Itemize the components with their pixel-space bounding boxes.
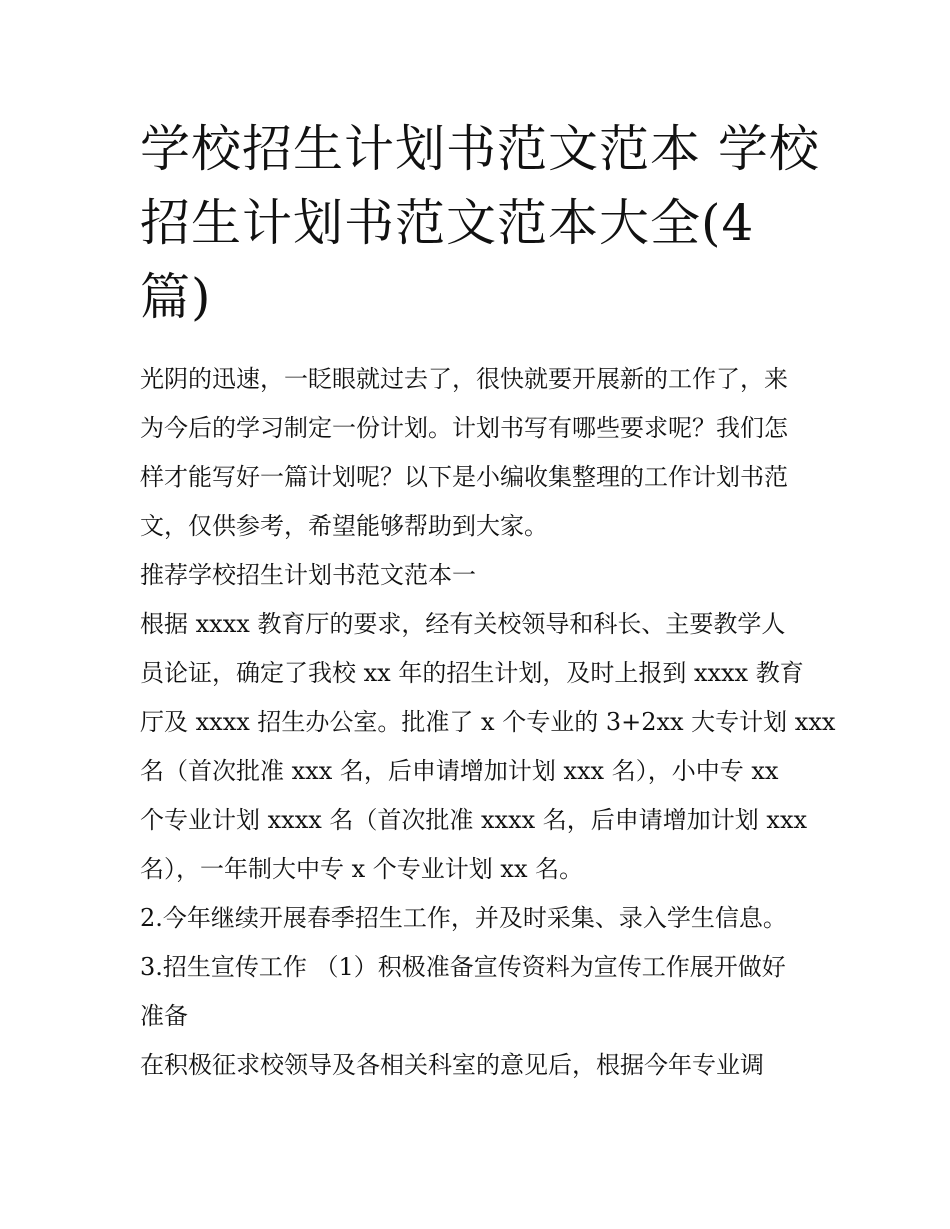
body-line: 名（首次批准 xxx 名，后申请增加计划 xxx 名），小中专 xx [140, 757, 779, 785]
body-line: 文，仅供参考，希望能够帮助到大家。 [140, 512, 548, 540]
body-line: 名），一年制大中专 x 个专业计划 xx 名。 [140, 855, 584, 883]
body-line: 厅及 xxxx 招生办公室。批准了 x 个专业的 3+2xx 大专计划 xxx [140, 708, 836, 736]
title-line: 招生计划书范文范本大全(4 [140, 194, 755, 252]
body-line: 根据 xxxx 教育厅的要求，经有关校领导和科长、主要教学人 [140, 610, 786, 638]
title-line: 学校招生计划书范文范本 学校 [140, 120, 820, 178]
body-line: 2.今年继续开展春季招生工作，并及时采集、录入学生信息。 [140, 904, 787, 932]
title-line: 篇) [140, 268, 212, 326]
body-line: 为今后的学习制定一份计划。计划书写有哪些要求呢？我们怎 [140, 414, 788, 442]
body-line: 个专业计划 xxxx 名（首次批准 xxxx 名，后申请增加计划 xxx [140, 806, 808, 834]
body-line: 光阴的迅速，一眨眼就过去了，很快就要开展新的工作了，来 [140, 365, 788, 393]
body-line: 样才能写好一篇计划呢？以下是小编收集整理的工作计划书范 [140, 463, 788, 491]
body-line: 员论证，确定了我校 xx 年的招生计划，及时上报到 xxxx 教育 [140, 659, 804, 687]
body-line: 3.招生宣传工作 （1）积极准备宣传资料为宣传工作展开做好 [140, 953, 786, 981]
body-line: 在积极征求校领导及各相关科室的意见后，根据今年专业调 [140, 1051, 764, 1079]
document-title [140, 112, 820, 334]
section-heading: 推荐学校招生计划书范文范本一 [140, 561, 476, 589]
document-body [140, 355, 836, 1090]
body-line: 准备 [140, 1002, 188, 1030]
